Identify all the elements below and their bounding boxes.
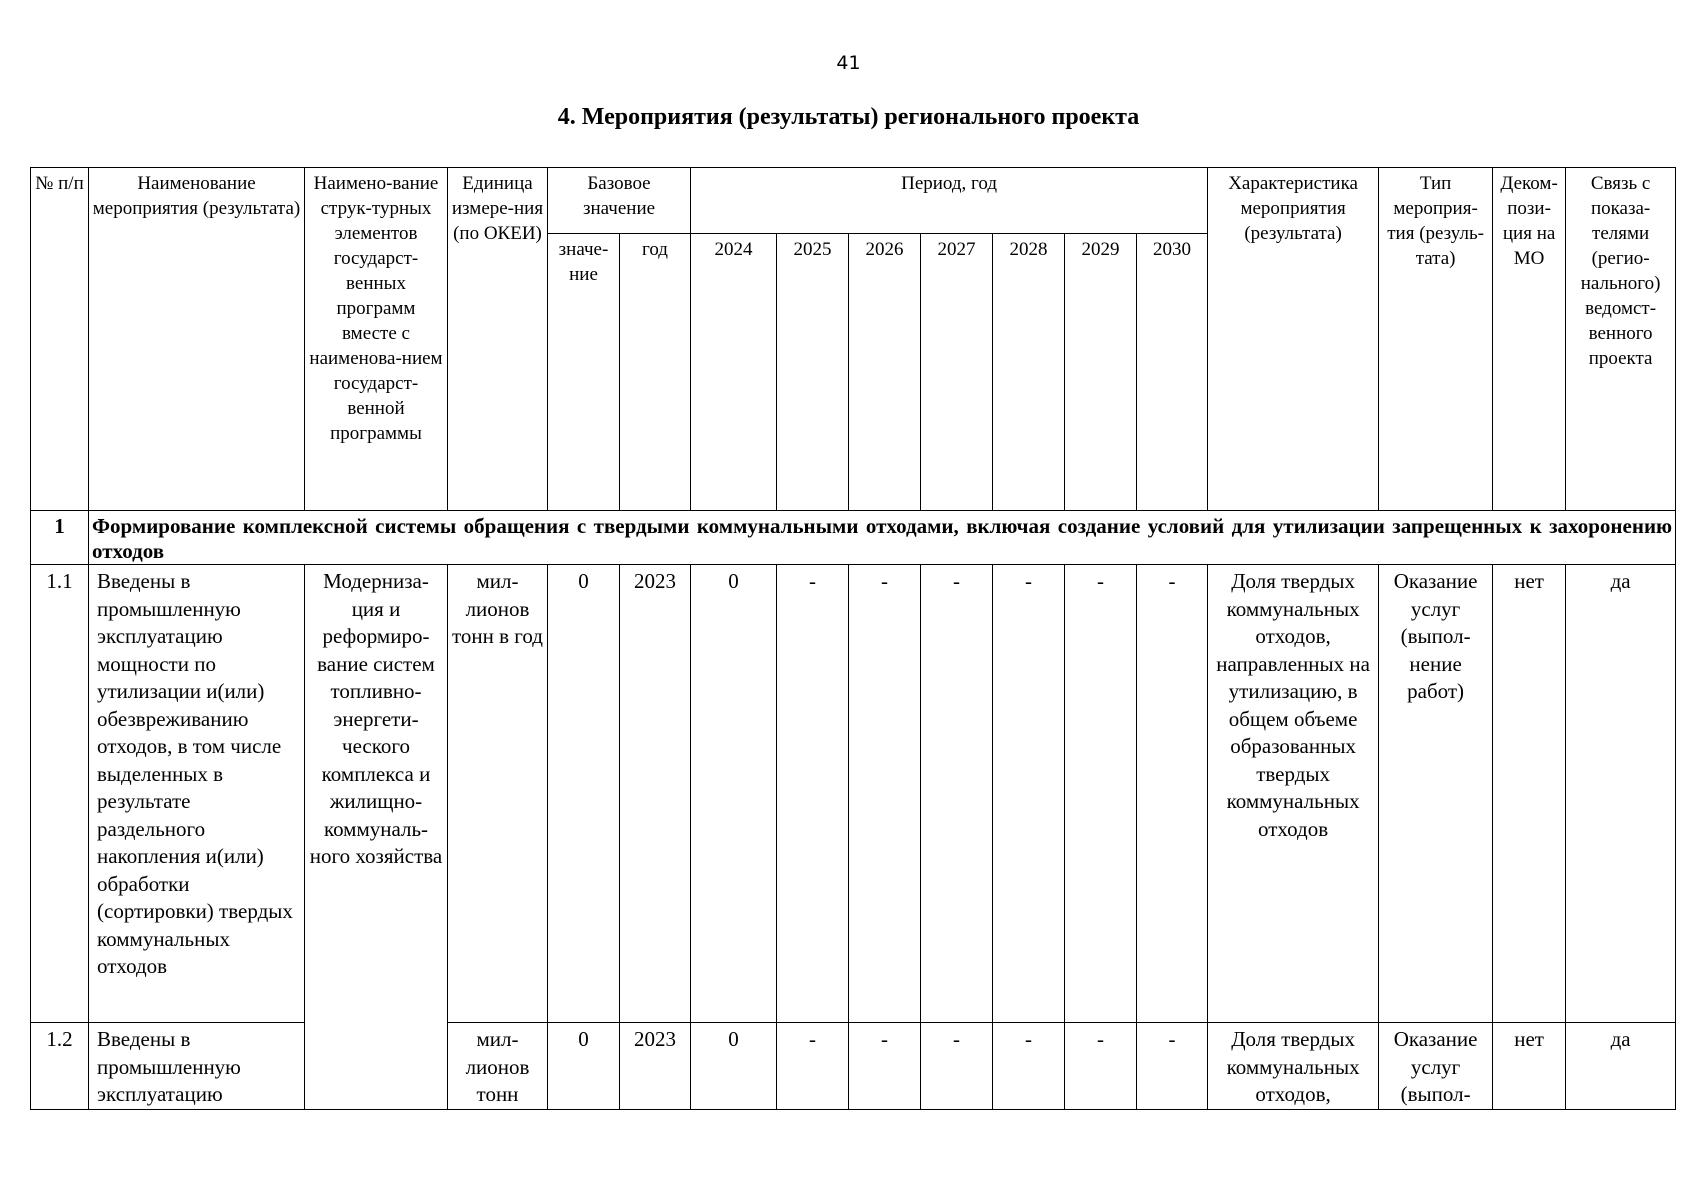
year-value: -: [849, 565, 921, 1023]
event-type: Оказание услуг (выпол-нение работ): [1379, 565, 1493, 1023]
decomposition-flag: нет: [1493, 565, 1566, 1023]
year-value: -: [921, 1023, 993, 1110]
event-name: Введены в промышленную эксплуатацию: [89, 1023, 305, 1110]
section-title: 4. Мероприятия (результаты) регионального проекта: [557, 104, 1140, 130]
header-decomposition: Деком-пози-ция на МО: [1493, 168, 1566, 511]
year-value: -: [1065, 1023, 1137, 1110]
year-value: -: [1065, 565, 1137, 1023]
table-row: [31, 1023, 1676, 1110]
base-year: 2023: [620, 1023, 691, 1110]
decomposition-flag: нет: [1493, 1023, 1566, 1110]
row-number: 1.2: [31, 1023, 89, 1110]
header-num: № п/п: [31, 168, 89, 511]
header-type: Тип мероприя-тия (резуль-тата): [1379, 168, 1493, 511]
header-base-year: год: [620, 234, 691, 511]
year-value: -: [993, 1023, 1065, 1110]
year-value: -: [921, 565, 993, 1023]
header-year: 2030: [1137, 234, 1208, 511]
unit-of-measure: мил-лионов тонн в год: [448, 565, 548, 1023]
header-characteristic: Характеристика мероприятия (результата): [1208, 168, 1379, 511]
page-number: 41: [836, 52, 861, 74]
section-number: 1: [31, 511, 89, 565]
base-year: 2023: [620, 565, 691, 1023]
base-value: 0: [548, 1023, 620, 1110]
header-period: Период, год: [691, 168, 1208, 234]
event-characteristic: Доля твердых коммунальных отходов,: [1208, 1023, 1379, 1110]
year-value: -: [849, 1023, 921, 1110]
structural-element: Модерниза-ция и реформиро-вание систем топливно-энергети-ческого комплекса и жилищно-коммуналь-ного хозяйства: [305, 565, 448, 1110]
header-year: 2028: [993, 234, 1065, 511]
header-base: Базовое значение: [548, 168, 691, 234]
header-base-value: значе-ние: [548, 234, 620, 511]
unit-of-measure: мил-лионов тонн: [448, 1023, 548, 1110]
year-value: 0: [691, 565, 777, 1023]
table-row: [31, 565, 1676, 1023]
year-value: -: [777, 565, 849, 1023]
header-year: 2029: [1065, 234, 1137, 511]
header-link: Связь с показа-телями (регио-нального) ведомст-венного проекта: [1566, 168, 1676, 511]
year-value: -: [993, 565, 1065, 1023]
header-year: 2024: [691, 234, 777, 511]
year-value: -: [1137, 1023, 1208, 1110]
header-name: Наименование мероприятия (результата): [89, 168, 305, 511]
event-type: Оказание услуг (выпол-: [1379, 1023, 1493, 1110]
event-characteristic: Доля твердых коммунальных отходов, направленных на утилизацию, в общем объеме образованных твердых коммунальных отходов: [1208, 565, 1379, 1023]
event-name: Введены в промышленную эксплуатацию мощности по утилизации и(или) обезвреживанию отходов, в том числе выделенных в результате раздельного накопления и(или) обработки (сортировки) твердых коммунальных отходов: [89, 565, 305, 1023]
events-table: [30, 167, 1676, 1110]
header-year: 2027: [921, 234, 993, 511]
base-value: 0: [548, 565, 620, 1023]
header-struct: Наимено-вание струк-турных элементов государст-венных программ вместе с наименова-нием государст-венной программы: [305, 168, 448, 511]
row-number: 1.1: [31, 565, 89, 1023]
year-value: -: [777, 1023, 849, 1110]
link-flag: да: [1566, 565, 1676, 1023]
header-year: 2025: [777, 234, 849, 511]
header-unit: Единица измере-ния (по ОКЕИ): [448, 168, 548, 511]
header-year: 2026: [849, 234, 921, 511]
year-value: 0: [691, 1023, 777, 1110]
year-value: -: [1137, 565, 1208, 1023]
link-flag: да: [1566, 1023, 1676, 1110]
section-heading: Формирование комплексной системы обращения с твердыми коммунальными отходами, включая создание условий для утилизации запрещенных к захоронению отходов: [89, 511, 1676, 565]
